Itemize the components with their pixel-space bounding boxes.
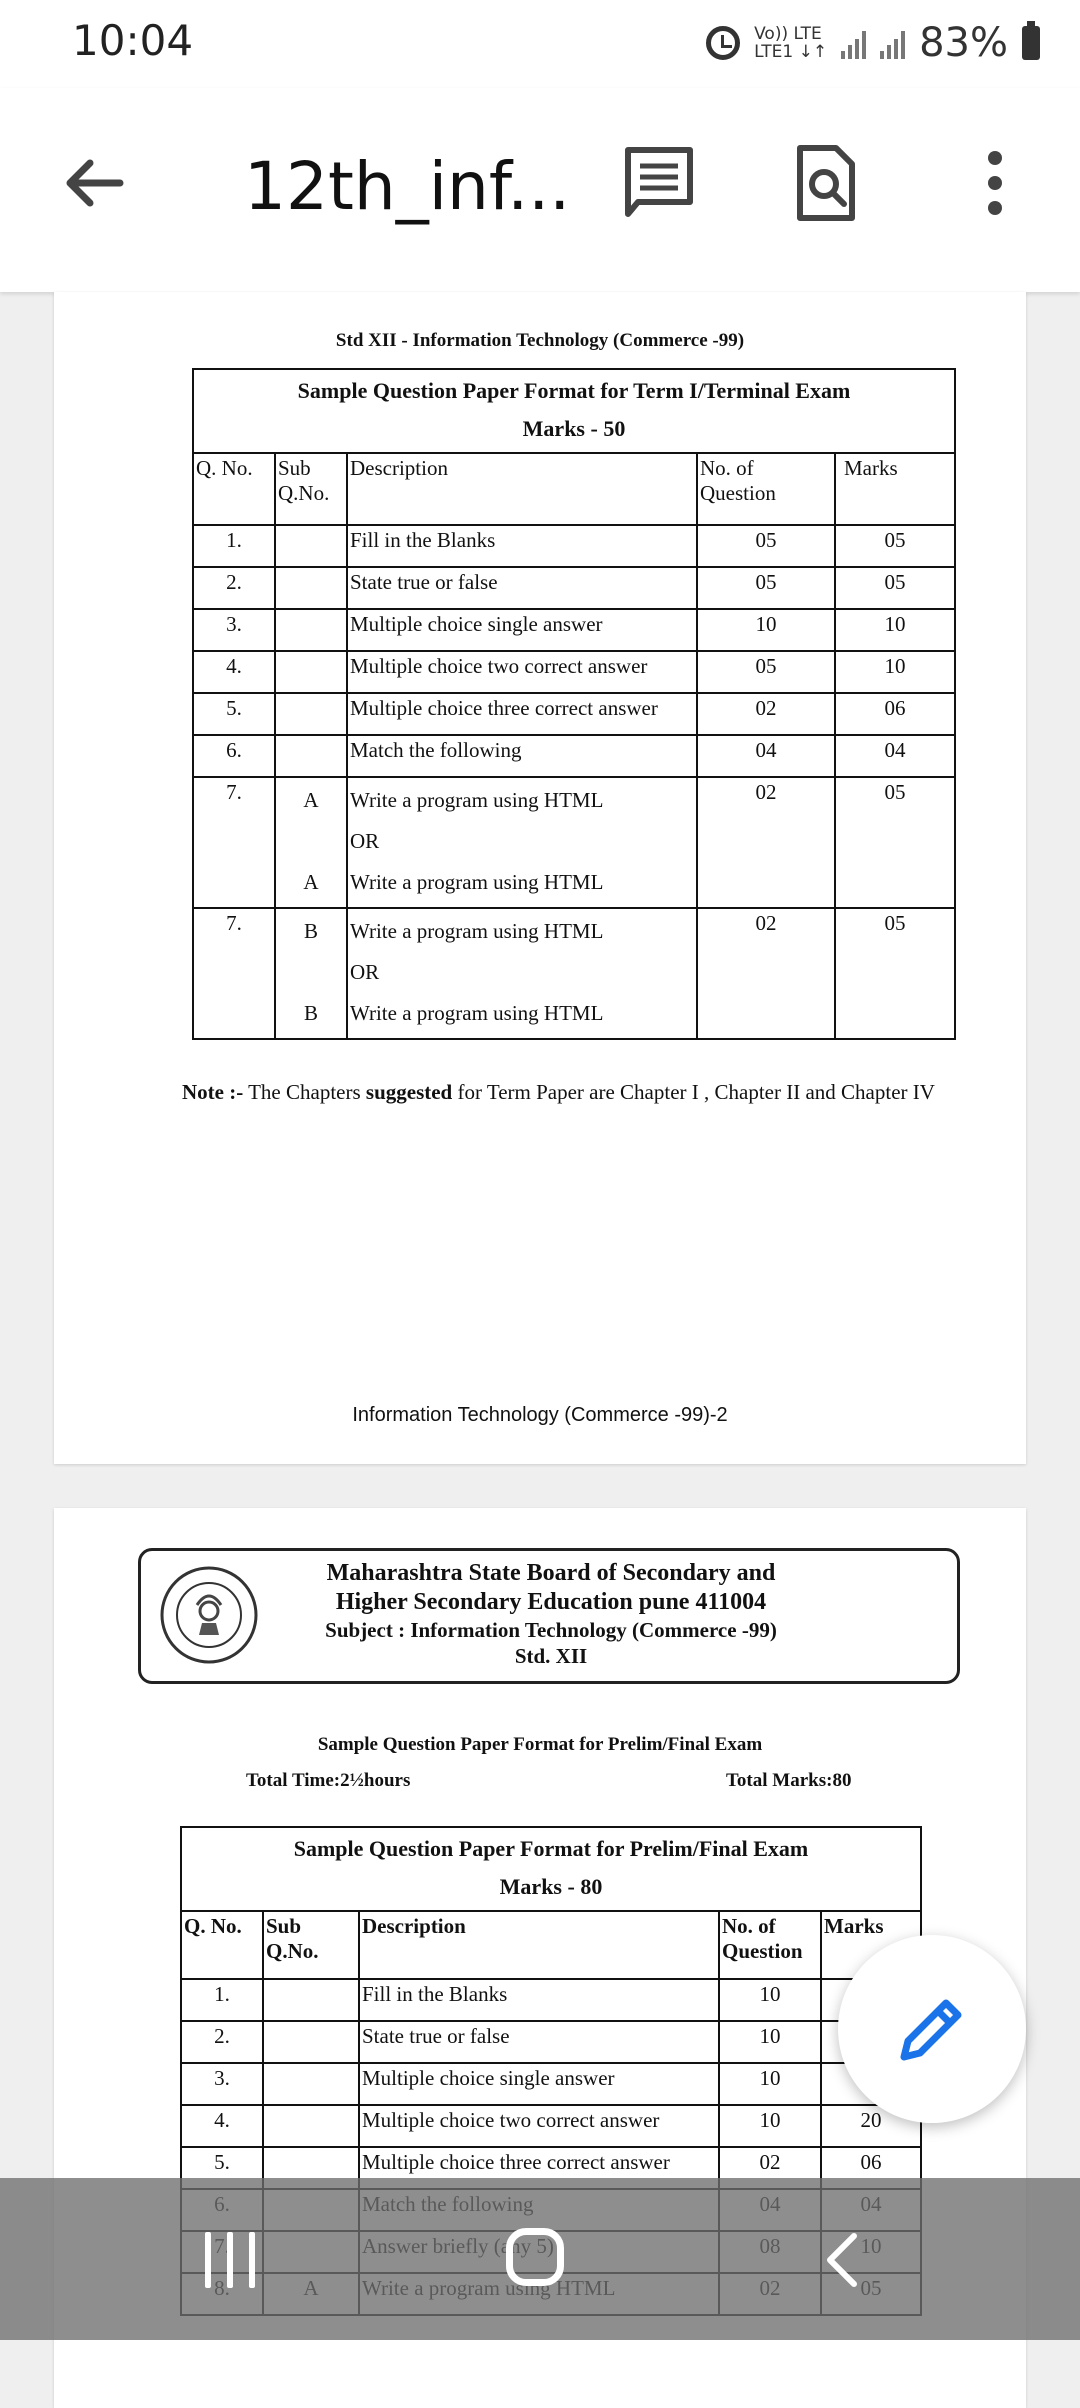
chapters-note: Note :- The Chapters suggested for Term Paper are Chapter I , Chapter II and Chapter IV [182,1080,935,1104]
header-qno: Q. No. [181,1911,263,1979]
back-arrow-icon [50,138,140,228]
edit-pencil-icon [892,1989,972,2069]
status-time: 10:04 [72,16,194,65]
page-footer: Information Technology (Commerce -99)-2 [352,1404,728,1426]
board-header [138,1548,960,1684]
board-seal-icon [159,1565,259,1665]
header-description: Description [347,453,697,525]
header-subqno: Sub Q.No. [275,453,347,525]
find-in-page-icon [780,138,870,228]
table-row: 4. Multiple choice two correct answer 05 10 [193,651,955,693]
document-title: 12th_inf... [244,148,571,225]
comments-button[interactable] [614,138,704,228]
table-row: 3. Multiple choice single answer 10 10 [193,609,955,651]
pdf-page-1 [54,292,1026,1464]
board-text: Maharashtra State Board of Secondary and Higher Secondary Education pune 411004 Subject : Information Technology (Commerce -99) Std. XII [325,1560,777,1668]
page-heading: Std XII - Information Technology (Commerce -99) [335,330,745,351]
recent-apps-icon[interactable] [205,2232,255,2288]
alarm-icon [706,26,740,60]
system-nav-bar [0,2178,1080,2340]
app-bar [0,88,1080,292]
battery-icon [1022,26,1040,60]
status-bar [0,0,1080,88]
table-row: 7. B B Write a program using HTML OR Write a program using HTML 02 05 [193,908,955,1039]
header-subqno: Sub Q.No. [263,1911,359,1979]
table-row: 1. Fill in the Blanks 10 [181,1979,921,2021]
table-row: 6. Match the following 04 04 [193,735,955,777]
edit-fab-button[interactable] [838,1935,1026,2123]
header-description: Description [359,1911,719,1979]
table-row: 5. Multiple choice three correct answer 02 06 [181,2147,921,2189]
status-icons [706,18,1040,68]
home-icon[interactable] [506,2228,564,2286]
total-marks: Total Marks:80 [726,1770,852,1791]
header-marks: Marks [821,1911,921,1979]
table-caption: Sample Question Paper Format for Prelim/Final Exam Marks - 80 [181,1827,921,1911]
nav-back-icon[interactable] [822,2232,862,2288]
header-qno: Q. No. [193,453,275,525]
network-indicator: Vo)) LTE LTE1 ↓↑ [754,24,828,62]
table-row: 2. State true or false 10 [181,2021,921,2063]
comments-icon [614,138,704,228]
back-button[interactable] [50,138,140,228]
table-row: 7. A A Write a program using HTML OR Write a program using HTML 02 05 [193,777,955,908]
table-row: 5. Multiple choice three correct answer 02 06 [193,693,955,735]
table-row: 3. Multiple choice single answer 10 [181,2063,921,2105]
table-row: 1. Fill in the Blanks 05 05 [193,525,955,567]
total-time: Total Time:2½hours [246,1770,411,1791]
find-in-page-button[interactable] [780,138,870,228]
more-vert-icon [960,138,1030,228]
table-row: 2. State true or false 05 05 [193,567,955,609]
question-format-table [192,368,956,1040]
table-caption: Sample Question Paper Format for Term I/Terminal Exam Marks - 50 [193,369,955,453]
exam-format-title: Sample Question Paper Format for Prelim/Final Exam [317,1734,763,1755]
more-options-button[interactable] [960,138,1030,228]
battery-percent: 83% [919,20,1008,66]
header-marks: Marks [835,453,955,525]
header-num-questions: No. of Question [719,1911,821,1979]
header-num-questions: No. of Question [697,453,835,525]
table-row: 4. Multiple choice two correct answer 10 20 [181,2105,921,2147]
signal-icon [841,27,905,59]
